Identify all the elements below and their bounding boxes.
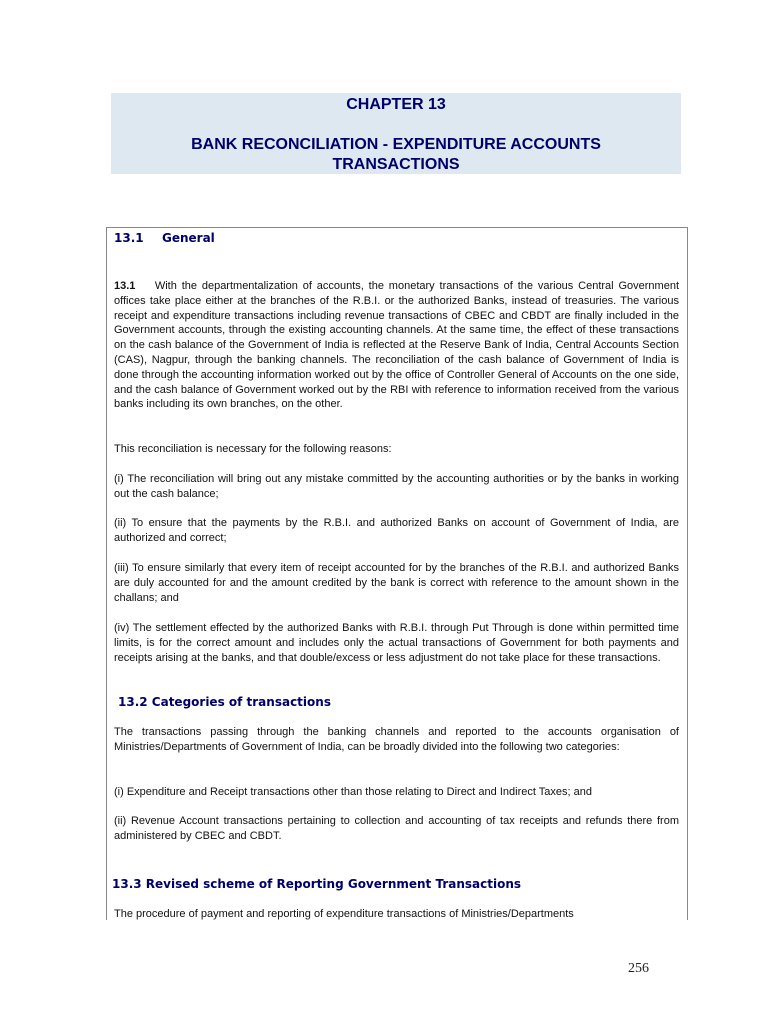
section-13-2-heading: 13.2 Categories of transactions bbox=[118, 695, 331, 709]
reason-ii bbox=[114, 516, 679, 546]
section-13-2-intro bbox=[114, 725, 679, 755]
chapter-header bbox=[111, 93, 681, 174]
reason-ii-text: (ii) To ensure that the payments by the R.B.I. and authorized Banks on account of Government of India, are authorized and correct; bbox=[114, 517, 679, 544]
section-13-1-title: General bbox=[162, 231, 215, 245]
category-i bbox=[114, 785, 679, 800]
reasons-intro bbox=[114, 442, 679, 457]
chapter-number: CHAPTER 13 bbox=[346, 96, 446, 113]
section-13-1-number: 13.1 bbox=[114, 231, 144, 245]
category-ii bbox=[114, 814, 679, 844]
paragraph-number: 13.1 bbox=[114, 280, 136, 292]
section-13-1-heading bbox=[114, 231, 215, 245]
content-frame bbox=[106, 227, 688, 920]
section-13-3-intro bbox=[114, 907, 679, 920]
page-number: 256 bbox=[628, 961, 649, 976]
paragraph-text: With the departmentalization of accounts, the monetary transactions of the various Central Government offices take place either at the branches of the R.B.I. or the authorized Banks, instead of treasuries. The various receipt and expenditure transactions including revenue transactions of CBEC and CBDT are finally included in the Government accounts, through the existing accounting channels. At the same time, the effect of these transactions on the cash balance of the Government of India is reflected at the Reserve Bank of India, Central Accounts Section (CAS), Nagpur, through the banking channels. The reconciliation of the cash balance of Government of India is done through the accounting information worked out by the office of Controller General of Accounts on the one side, and the cash balance of Government worked out by the RBI with reference to information received from the various banks including its own branches, on the other. bbox=[114, 280, 679, 411]
reasons-intro-text: This reconciliation is necessary for the following reasons: bbox=[114, 443, 392, 455]
reason-i bbox=[114, 472, 679, 502]
section-13-3-intro-text: The procedure of payment and reporting of expenditure transactions of Ministries/Departments bbox=[114, 908, 574, 920]
reason-i-text: (i) The reconciliation will bring out any mistake committed by the accounting authorities or by the banks in working out the cash balance; bbox=[114, 473, 679, 500]
section-13-2-intro-text: The transactions passing through the banking channels and reported to the accounts organisation of Ministries/Departments of Government of India, can be broadly divided into the following two categories: bbox=[114, 726, 679, 753]
reason-iii bbox=[114, 561, 679, 605]
section-13-1-paragraph bbox=[114, 279, 679, 412]
chapter-title-line-2: TRANSACTIONS bbox=[332, 156, 460, 173]
chapter-title-line-1: BANK RECONCILIATION - EXPENDITURE ACCOUNTS bbox=[191, 136, 601, 153]
category-i-text: (i) Expenditure and Receipt transactions other than those relating to Direct and Indirect Taxes; and bbox=[114, 786, 592, 798]
reason-iii-text: (iii) To ensure similarly that every item of receipt accounted for by the branches of the R.B.I. and authorized Banks are duly accounted for and the amount credited by the bank is correct with reference to the amount shown in the challans; and bbox=[114, 562, 679, 604]
section-13-3-heading: 13.3 Revised scheme of Reporting Government Transactions bbox=[112, 877, 522, 891]
reason-iv bbox=[114, 621, 679, 665]
reason-iv-text: (iv) The settlement effected by the authorized Banks with R.B.I. through Put Through is done within permitted time limits, is for the correct amount and includes only the actual transactions of Government for both payments and receipts arising at the banks, and that double/excess or less adjustment do not take place for these transactions. bbox=[114, 622, 679, 664]
category-ii-text: (ii) Revenue Account transactions pertaining to collection and accounting of tax receipts and refunds there from administered by CBEC and CBDT. bbox=[114, 815, 679, 842]
